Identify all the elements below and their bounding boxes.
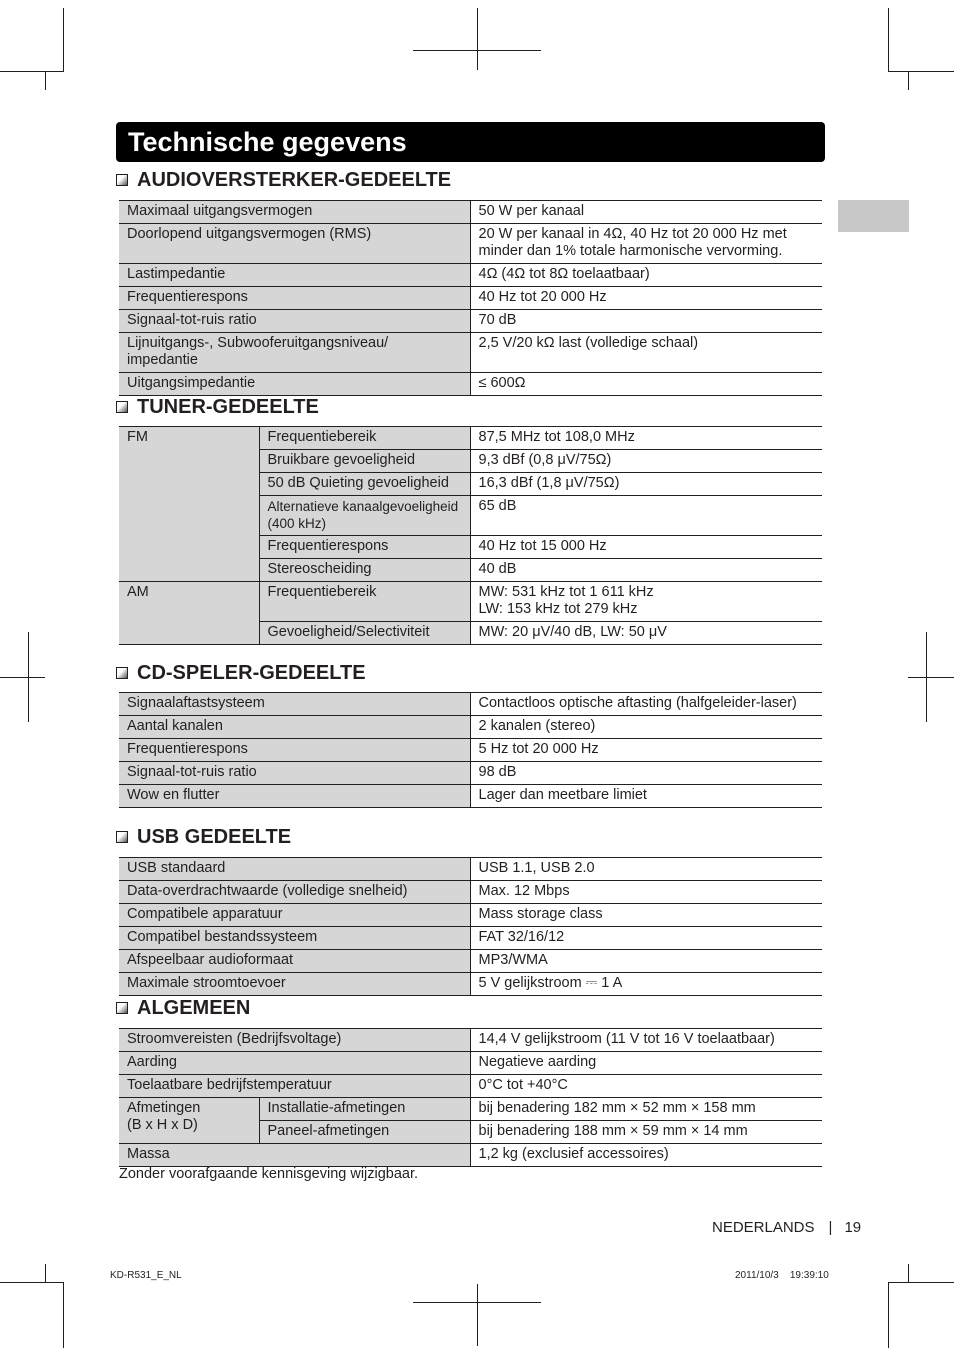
spec-label: Maximale stroomtoevoer <box>119 973 470 996</box>
cd-spec-table <box>119 692 822 808</box>
spec-value: 40 Hz tot 15 000 Hz <box>470 536 822 559</box>
spec-value: Negatieve aarding <box>470 1052 822 1075</box>
table-row <box>119 950 822 973</box>
spec-value: 70 dB <box>470 310 822 333</box>
table-row <box>119 716 822 739</box>
spec-label: Toelaatbare bedrijfstemperatuur <box>119 1075 470 1098</box>
band-label-fm: FM <box>119 427 259 582</box>
page-title-bar <box>116 122 825 162</box>
spec-label: Stroomvereisten (Bedrijfsvoltage) <box>119 1029 470 1052</box>
spec-label: Lastimpedantie <box>119 264 470 287</box>
spec-label: Gevoeligheid/Selectiviteit <box>259 622 470 645</box>
table-row <box>119 373 822 396</box>
spec-label: Lijnuitgangs-, Subwooferuitgangsniveau/ impedantie <box>119 333 470 373</box>
spec-label: Aarding <box>119 1052 470 1075</box>
spec-label: Frequentierespons <box>119 287 470 310</box>
footer-language: NEDERLANDS <box>712 1219 815 1236</box>
spec-value: MW: 20 μV/40 dB, LW: 50 μV <box>470 622 822 645</box>
spec-value: 14,4 V gelijkstroom (11 V tot 16 V toelaatbaar) <box>470 1029 822 1052</box>
page-number: 19 <box>844 1219 862 1236</box>
spec-label: Frequentierespons <box>119 739 470 762</box>
spec-label: Signaal-tot-ruis ratio <box>119 310 470 333</box>
spec-value: 20 W per kanaal in 4Ω, 40 Hz tot 20 000 Hz met minder dan 1% totale harmonische vervorming. <box>470 224 822 264</box>
print-timestamp: 2011/10/3 19:39:10 <box>735 1270 829 1281</box>
spec-value: Contactloos optische aftasting (halfgeleider-laser) <box>470 693 822 716</box>
spec-label: Doorlopend uitgangsvermogen (RMS) <box>119 224 470 264</box>
spec-label: Frequentierespons <box>259 536 470 559</box>
spec-value: 5 V gelijkstroom ⎓ 1 A <box>470 973 822 996</box>
table-row <box>119 1029 822 1052</box>
spec-label: Compatibel bestandssysteem <box>119 927 470 950</box>
spec-value: 4Ω (4Ω tot 8Ω toelaatbaar) <box>470 264 822 287</box>
spec-label: USB standaard <box>119 858 470 881</box>
page-title: Technische gegevens <box>128 127 407 157</box>
table-row <box>119 1075 822 1098</box>
spec-value: 2,5 V/20 kΩ last (volledige schaal) <box>470 333 822 373</box>
square-bullet-icon <box>116 831 128 843</box>
spec-label: Installatie-afmetingen <box>259 1098 470 1121</box>
spec-value: 2 kanalen (stereo) <box>470 716 822 739</box>
spec-value: 98 dB <box>470 762 822 785</box>
spec-value: 40 dB <box>470 559 822 582</box>
spec-label: Uitgangsimpedantie <box>119 373 470 396</box>
spec-value: 5 Hz tot 20 000 Hz <box>470 739 822 762</box>
table-row <box>119 858 822 881</box>
spec-label: Signaalaftastsysteem <box>119 693 470 716</box>
spec-value: 65 dB <box>470 496 822 536</box>
section-heading-cd: CD-SPELER-GEDEELTE <box>116 660 366 686</box>
usb-spec-table <box>119 857 822 996</box>
spec-value: bij benadering 188 mm × 59 mm × 14 mm <box>470 1121 822 1144</box>
spec-label: Signaal-tot-ruis ratio <box>119 762 470 785</box>
table-row <box>119 333 822 373</box>
section-heading-tuner: TUNER-GEDEELTE <box>116 394 319 420</box>
spec-label: Data-overdrachtwaarde (volledige snelheid) <box>119 881 470 904</box>
spec-label: Wow en flutter <box>119 785 470 808</box>
spec-value: 0°C tot +40°C <box>470 1075 822 1098</box>
tuner-spec-table <box>119 426 822 645</box>
spec-label: Aantal kanalen <box>119 716 470 739</box>
table-row <box>119 1052 822 1075</box>
spec-value: FAT 32/16/12 <box>470 927 822 950</box>
footnote: Zonder voorafgaande kennisgeving wijzigbaar. <box>119 1166 419 1182</box>
spec-value: ≤ 600Ω <box>470 373 822 396</box>
audio-spec-table <box>119 200 822 396</box>
spec-value: 9,3 dBf (0,8 μV/75Ω) <box>470 450 822 473</box>
spec-label: Maximaal uitgangsvermogen <box>119 201 470 224</box>
spec-label: Bruikbare gevoeligheid <box>259 450 470 473</box>
table-row <box>119 973 822 996</box>
square-bullet-icon <box>116 174 128 186</box>
table-row <box>119 264 822 287</box>
spec-label: Stereoscheiding <box>259 559 470 582</box>
page-footer <box>712 1219 861 1236</box>
table-row <box>119 904 822 927</box>
table-row <box>119 287 822 310</box>
spec-value: MW: 531 kHz tot 1 611 kHz LW: 153 kHz tot 279 kHz <box>470 582 822 622</box>
table-row <box>119 785 822 808</box>
spec-label: Alternatieve kanaalgevoeligheid (400 kHz) <box>259 496 470 536</box>
spec-label: Frequentiebereik <box>259 427 470 450</box>
spec-label: Paneel-afmetingen <box>259 1121 470 1144</box>
table-row <box>119 1144 822 1167</box>
spec-label: Massa <box>119 1144 470 1167</box>
spec-value: Lager dan meetbare limiet <box>470 785 822 808</box>
footer-separator: | <box>828 1219 833 1236</box>
square-bullet-icon <box>116 667 128 679</box>
band-label-am: AM <box>119 582 259 645</box>
table-row <box>119 310 822 333</box>
general-spec-table <box>119 1028 822 1167</box>
section-heading-audio: AUDIOVERSTERKER-GEDEELTE <box>116 167 451 193</box>
spec-label: Frequentiebereik <box>259 582 470 622</box>
spec-value: 50 W per kanaal <box>470 201 822 224</box>
table-row <box>119 693 822 716</box>
spec-value: 87,5 MHz tot 108,0 MHz <box>470 427 822 450</box>
language-tab-marker <box>838 200 909 232</box>
table-row <box>119 427 822 450</box>
section-heading-usb: USB GEDEELTE <box>116 824 291 850</box>
spec-value: Mass storage class <box>470 904 822 927</box>
dimensions-label: Afmetingen (B x H x D) <box>119 1098 259 1144</box>
spec-value: 1,2 kg (exclusief accessoires) <box>470 1144 822 1167</box>
table-row <box>119 739 822 762</box>
table-row <box>119 762 822 785</box>
spec-label: Afspeelbaar audioformaat <box>119 950 470 973</box>
table-row <box>119 927 822 950</box>
section-heading-general: ALGEMEEN <box>116 995 250 1021</box>
table-row <box>119 224 822 264</box>
spec-value: Max. 12 Mbps <box>470 881 822 904</box>
spec-label: Compatibele apparatuur <box>119 904 470 927</box>
square-bullet-icon <box>116 1002 128 1014</box>
print-code: KD-R531_E_NL <box>110 1270 182 1281</box>
spec-label: 50 dB Quieting gevoeligheid <box>259 473 470 496</box>
table-row <box>119 1098 822 1121</box>
table-row <box>119 881 822 904</box>
spec-value: USB 1.1, USB 2.0 <box>470 858 822 881</box>
square-bullet-icon <box>116 401 128 413</box>
spec-value: 16,3 dBf (1,8 μV/75Ω) <box>470 473 822 496</box>
spec-value: MP3/WMA <box>470 950 822 973</box>
table-row <box>119 582 822 622</box>
table-row <box>119 201 822 224</box>
spec-value: bij benadering 182 mm × 52 mm × 158 mm <box>470 1098 822 1121</box>
spec-value: 40 Hz tot 20 000 Hz <box>470 287 822 310</box>
